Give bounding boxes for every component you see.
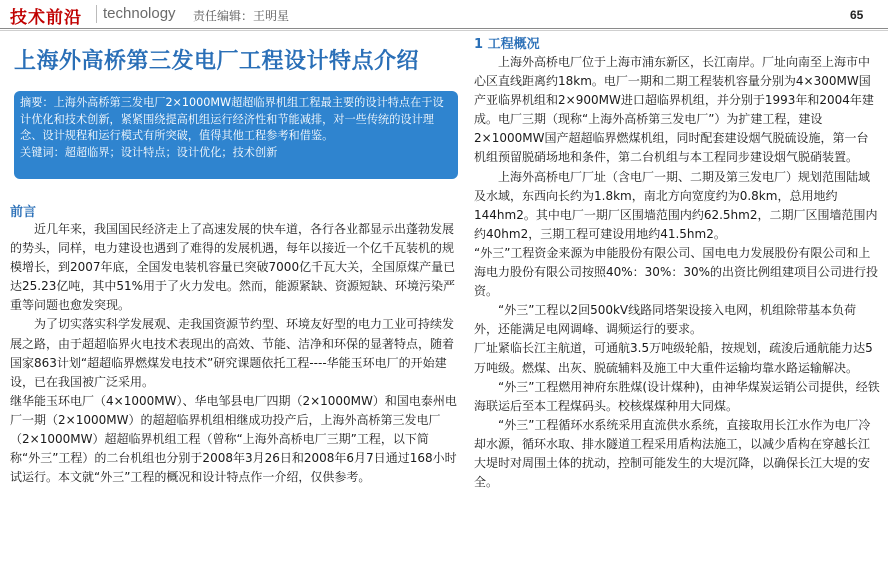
- preface-paragraph: 近几年来，我国国民经济走上了高速发展的快车道，各行各业都显示出蓬勃发展的势头，同样，电力建设也遇到了难得的发展机遇，每年以接近一个亿千瓦装机的规模增长，到2007年底，全国发电装机容量已突破7000亿千瓦大关，全国原煤产量已达25.23亿吨，其中51%用于了火力发电。然而，能源紧缺、资源短缺、环境污染严重等问题也愈发突现。: [10, 222, 456, 313]
- section1-body: [474, 53, 880, 492]
- column-brand: 技术前沿: [10, 8, 82, 28]
- abstract-text: 摘要：上海外高桥第三发电厂2×1000MW超超临界机组工程最主要的设计特点在于设计优化和技术创新，紧紧围绕提高机组运行经济性和节能减排，对一些传统的设计理念、设计规程和运行模式有所突破，值得其他工程参考和借鉴。: [20, 96, 444, 143]
- article-title: 上海外高桥第三发电厂工程设计特点介绍: [14, 49, 420, 74]
- abstract-box: [14, 91, 458, 179]
- section1-paragraph: 厂址紧临长江主航道，可通航3.5万吨级轮船，按规划，疏浚后通航能力达5万吨级。燃煤、出灰、脱硫辅料及施工中大重件运输均靠水路运输解决。: [474, 341, 873, 375]
- section1-paragraph: “外三”工程以2回500kV线路同塔架设接入电网，机组除带基本负荷外，还能满足电网调峰、调频运行的要求。: [474, 303, 857, 337]
- preface-paragraph: 为了切实落实科学发展观、走我国资源节约型、环境友好型的电力工业可持续发展之路，由于超超临界火电技术表现出的高效、节能、洁净和环保的显著特点，随着国家863计划“超超临界燃煤发电技术”研究课题依托工程----华能玉环电厂的开始建设，已在我国被广泛采用。: [10, 317, 455, 389]
- page-number: 65: [850, 8, 864, 22]
- header-rule-secondary: [0, 30, 888, 31]
- editor-credit: 责任编辑：王明星: [193, 9, 290, 23]
- section1-paragraph: “外三”工程燃用神府东胜煤(设计煤种)，由神华煤炭运销公司提供，经铁海联运后至本工程煤码头。校核煤煤种用大同煤。: [474, 379, 880, 413]
- header-rule: [0, 28, 888, 29]
- section1-paragraph: “外三”工程资金来源为申能股份有限公司、国电电力发展股份有限公司和上海电力股份有限公司按照40%：30%：30%的出资比例组建项目公司进行投资。: [474, 245, 879, 299]
- section1-heading: 1 工程概况: [474, 37, 540, 52]
- preface-paragraph: 继华能玉环电厂（4×1000MW）、华电邹县电厂四期（2×1000MW）和国电泰州电厂一期（2×1000MW）的超超临界机组相继成功投产后，上海外高桥第三发电厂（2×1000MW）超超临界机组工程（曾称“上海外高桥电厂三期”工程，以下简称“外三”工程）的二台机组也分别于2008年3月26日和2008年6月7日通过168小时试运行。本文就“外三”工程的概况和设计特点作一介绍，仅供参考。: [10, 393, 457, 485]
- section1-paragraph: 上海外高桥电厂位于上海市浦东新区，长江南岸。厂址向南至上海市中心区直线距离约18km。电厂一期和二期工程装机容量分别为4×300MW国产亚临界机组和2×900MW进口超临界机组，并分别于1993年和2004年建成。电厂三期（现称“上海外高桥第三发电厂”）为扩建工程，建设2×1000MW国产超超临界燃煤机组，同时配套建设烟气脱硫设施，第一台机组预留脱硝场地和条件，第二台机组与本工程同步建设烟气脱硝装置。: [474, 55, 874, 165]
- keywords-text: 关键词：超超临界；设计特点；设计优化；技术创新: [20, 145, 278, 159]
- section1-paragraph: 上海外高桥电厂厂址（含电厂一期、二期及第三发电厂）规划范围陆域及水域，东西向长约为1.8km，南北方向宽度约为0.8km，总用地约144hm2。其中电厂一期厂区围墙范围内约62.5hm2，二期厂区围墙范围内约40hm2，三期工程可建设用地约41.5hm2。: [474, 169, 878, 241]
- section1-paragraph: “外三”工程循环水系统采用直流供水系统，直接取用长江水作为电厂冷却水源，循环水取、排水隧道工程采用盾构法施工，以减少盾构在穿越长江大堤时对周围土体的扰动，控制可能发生的大堤沉降，以确保长江大堤的安全。: [474, 417, 871, 490]
- preface-body: [10, 220, 458, 487]
- column-brand-en: technology: [96, 5, 176, 23]
- preface-heading: 前言: [10, 205, 37, 220]
- page-header: [0, 0, 888, 28]
